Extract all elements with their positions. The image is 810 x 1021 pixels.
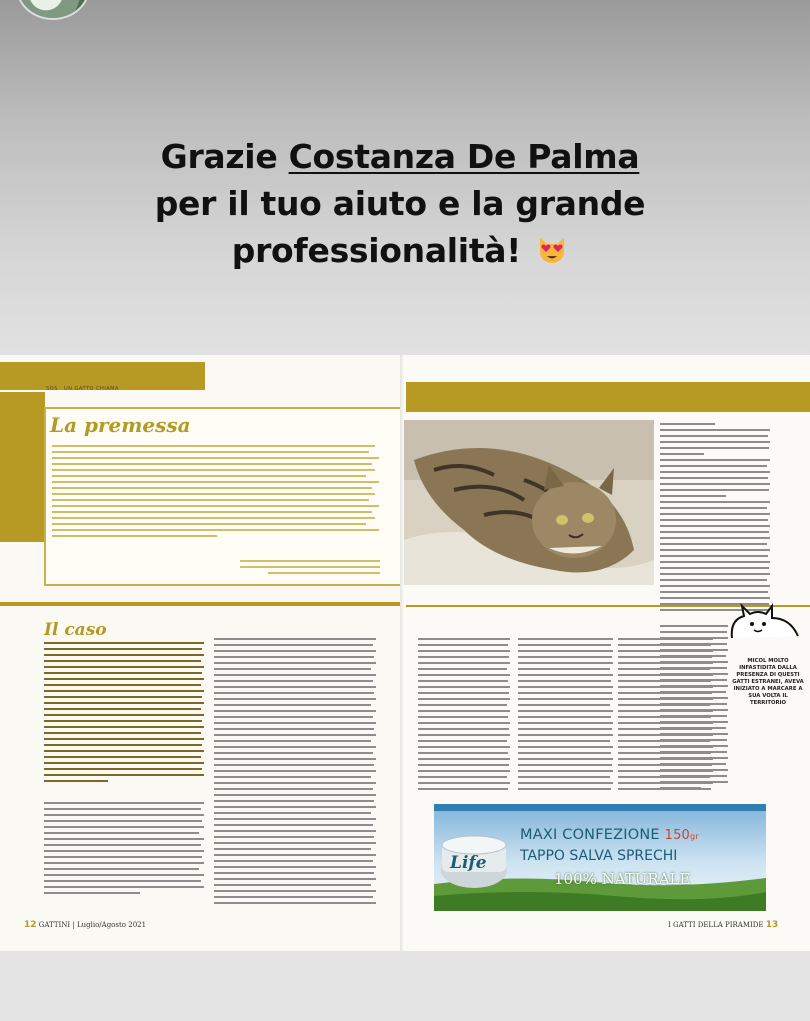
ad-weight-unit: gr — [690, 832, 699, 841]
advertisement-banner[interactable] — [434, 804, 766, 911]
ad-line1: MAXI CONFEZIONE — [520, 827, 660, 843]
ad-brand-logo: Life — [450, 853, 487, 873]
page-number-left: 12 — [24, 920, 37, 930]
left-footer-label: GATTINI | Luglio/Agosto 2021 — [38, 921, 147, 929]
story-bottom-area — [0, 951, 810, 1021]
cat-doodle-icon — [728, 602, 802, 642]
section-title-caso: Il caso — [44, 620, 107, 640]
ad-weight: 150 — [664, 828, 691, 843]
mention-link[interactable]: Costanza De Palma — [288, 137, 640, 176]
caso-intro-text — [44, 642, 204, 792]
ad-headline — [520, 827, 699, 843]
premessa-text — [52, 445, 382, 545]
gold-band-right — [406, 382, 810, 412]
right-text-col2 — [518, 638, 613, 798]
left-page — [0, 355, 404, 951]
story-caption — [150, 133, 650, 274]
caso-text-col2 — [214, 638, 376, 913]
premessa-signature — [240, 560, 380, 578]
gold-rule — [0, 602, 404, 606]
left-page-footer — [24, 920, 146, 930]
right-text-side — [660, 625, 728, 800]
page-number-right: 13 — [765, 920, 779, 930]
magazine-spread — [0, 355, 810, 951]
ad-line2: TAPPO SALVA SPRECHI — [520, 848, 678, 864]
caption-suffix: per il tuo aiuto e la grande professionalità! — [154, 184, 646, 270]
smiling-cat-heart-eyes-icon — [536, 234, 568, 266]
caso-text-col1 — [44, 802, 204, 912]
right-text-col1 — [418, 638, 510, 798]
cat-photo — [404, 420, 654, 585]
gold-band-vertical — [0, 392, 45, 542]
section-title-premessa: La premessa — [50, 413, 191, 437]
avatar[interactable] — [18, 0, 88, 18]
side-note: MICOL MOLTO INFASTIDITA DALLA PRESENZA DI QUESTI GATTI ESTRANEI, AVEVA INIZIATO A MARCARE A SUA VOLTA IL TERRITORIO — [732, 658, 804, 706]
right-footer-label: I GATTI DELLA PIRAMIDE — [668, 921, 764, 929]
ad-line3: 100% NATURALE — [554, 870, 691, 888]
right-text-top — [660, 423, 770, 618]
right-page-footer — [668, 920, 778, 930]
cat-photo-image — [404, 420, 654, 585]
page-runner: SOS · UN GATTO CHIAMA — [46, 386, 119, 392]
caption-prefix: Grazie — [160, 137, 289, 176]
